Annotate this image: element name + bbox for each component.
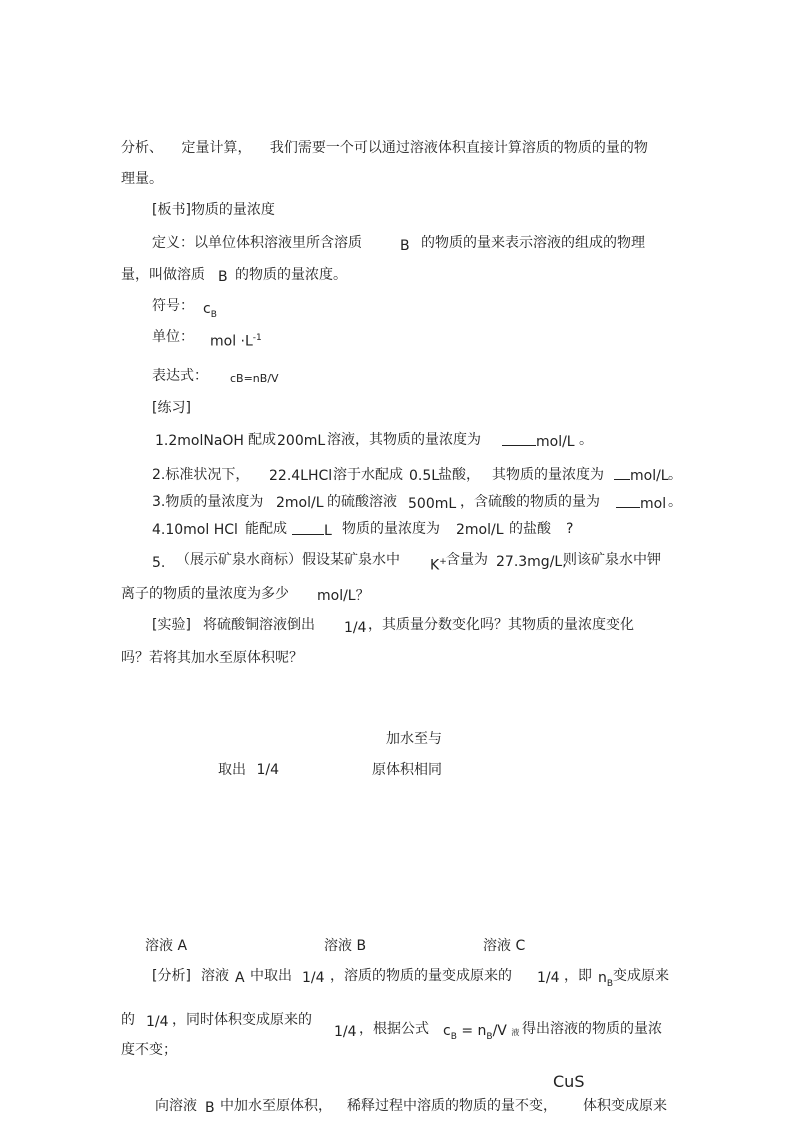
- unit-label: 单位：: [152, 329, 194, 345]
- q2-f: 其物质的量浓度为: [492, 467, 604, 483]
- q3-unit: mol: [640, 496, 667, 512]
- definition-text-b: B: [400, 238, 410, 254]
- symbol-main: c: [203, 301, 211, 317]
- experiment-d: 吗？若将其加水至原体积呢？: [121, 650, 303, 666]
- footer-b: B: [205, 1100, 215, 1116]
- diagram-add-water-1: 加水至与: [386, 731, 442, 747]
- expression-value: cB=nB/V: [230, 372, 279, 385]
- analysis-b: A: [235, 970, 245, 986]
- footer-c: 中加水至原体积，: [220, 1098, 332, 1114]
- q4-e: 2mol/L: [456, 522, 504, 538]
- formula-tiny: 液: [511, 1028, 520, 1037]
- intro-line-1: [121, 139, 648, 157]
- analysis-a: 溶液: [201, 968, 229, 984]
- q3-blank: [616, 495, 640, 508]
- take-out-frac: 1/4: [256, 762, 279, 778]
- definition-text-a: 定义：以单位体积溶液里所含溶质: [152, 235, 362, 251]
- analysis-h: [598, 969, 613, 993]
- q1-b: 配成: [248, 432, 276, 448]
- q2-a: 2.标准状况下，: [152, 467, 250, 483]
- q1-blank: [502, 433, 536, 446]
- q3-a: 3.物质的量浓度为: [152, 494, 264, 510]
- q5-c: [430, 553, 447, 575]
- analysis-r: 得出溶液的物质的量浓: [522, 1021, 662, 1037]
- analysis-l: ，同时体积变成原来的: [172, 1012, 312, 1028]
- solution-b-label: [324, 937, 366, 955]
- q5-f: 则该矿泉水中钾: [563, 552, 661, 568]
- formula-c-sub: B: [450, 1031, 457, 1042]
- q2-e: 盐酸，: [438, 467, 480, 483]
- analysis-n: ，根据公式: [359, 1021, 429, 1037]
- q5-h: mol/L？: [317, 588, 370, 604]
- solution-a-text: 溶液: [145, 938, 173, 954]
- q1-f: 。: [579, 432, 593, 448]
- analysis-i: 变成原来: [613, 968, 669, 984]
- definition-text-c: 的物质的量来表示溶液的组成的物理: [421, 235, 645, 251]
- q4-a: 4.10mol HCl: [152, 522, 238, 538]
- footer-cus: CuS: [553, 1072, 585, 1091]
- symbol-sub: B: [210, 309, 217, 320]
- analysis-s: 度不变；: [121, 1042, 177, 1058]
- q3-e: ，含硫酸的物质的量为: [460, 494, 600, 510]
- q5-b: （展示矿泉水商标）假设某矿泉水中: [176, 552, 400, 568]
- q2-blank: [614, 467, 630, 480]
- take-out-text: 取出: [218, 762, 246, 778]
- analysis-c: 中取出: [250, 968, 292, 984]
- formula-n: = n: [461, 1023, 487, 1039]
- solution-b-text: 溶液: [324, 938, 352, 954]
- q4-unit: L: [324, 523, 332, 539]
- symbol-value: [203, 300, 217, 324]
- experiment-label: [实验]: [152, 617, 191, 633]
- footer-a: 向溶液: [155, 1098, 197, 1114]
- analysis-d: 1/4: [302, 970, 325, 986]
- q4-b: 能配成: [245, 521, 287, 537]
- solution-a-letter: A: [177, 938, 188, 954]
- solution-a-label: [145, 937, 187, 955]
- q3-b: 2mol/L: [276, 495, 324, 511]
- q2-d: 0.5L: [409, 468, 440, 484]
- q3-d: 500mL: [408, 496, 457, 512]
- q5-g: 离子的物质的量浓度为多少: [121, 586, 289, 602]
- solution-c-letter: C: [515, 938, 526, 954]
- footer-d: 稀释过程中溶质的物质的量不变，: [347, 1098, 557, 1114]
- formula-c: c: [443, 1023, 451, 1039]
- formula-n-sub: B: [486, 1031, 493, 1042]
- q5-k: K: [430, 557, 440, 574]
- formula-v: /V: [492, 1023, 507, 1039]
- q2-b: 22.4LHCl: [269, 468, 333, 484]
- analysis-n: n: [598, 970, 607, 986]
- q2-unit: mol/L: [630, 468, 669, 484]
- board-heading: [152, 201, 275, 219]
- q5-d: 含量为: [446, 552, 488, 568]
- q1-d: 溶液，其物质的量浓度为: [327, 432, 481, 448]
- q4-f: 的盐酸: [509, 521, 551, 537]
- analysis-g: ，即: [564, 968, 592, 984]
- analysis-f: 1/4: [537, 970, 560, 986]
- unit-sup: -1: [252, 333, 262, 343]
- analysis-n-sub: B: [606, 978, 614, 989]
- analysis-k: 1/4: [146, 1014, 169, 1030]
- q3-g: 。: [668, 494, 682, 510]
- q2-h: 。: [668, 467, 682, 483]
- intro-text-b: 定量计算，: [181, 140, 252, 156]
- solution-b-letter: B: [356, 938, 367, 954]
- board-label: [板书]: [152, 202, 191, 218]
- analysis-formula: [443, 1022, 519, 1046]
- experiment-b: 1/4: [344, 620, 367, 636]
- q1-c: 200mL: [277, 433, 326, 449]
- definition-text-f: 的物质的量浓度。: [235, 267, 347, 283]
- q4-d: 物质的量浓度为: [342, 521, 440, 537]
- q1-answer: [502, 433, 575, 451]
- q5-e: 27.3mg/L,: [496, 554, 567, 570]
- analysis-m: 1/4: [334, 1024, 357, 1040]
- diagram-add-water-2: 原体积相同: [372, 762, 442, 778]
- solution-c-label: [483, 937, 525, 955]
- symbol-label: 符号：: [152, 298, 194, 314]
- q4-blank: [292, 522, 324, 535]
- practice-label: [练习]: [152, 400, 191, 416]
- definition-text-d: 量，叫做溶质: [121, 267, 205, 283]
- q4-g: ?: [566, 521, 574, 537]
- footer-e: 体积变成原来: [583, 1098, 667, 1114]
- intro-text-a: 分析、: [121, 140, 163, 156]
- q3-answer: [616, 495, 666, 513]
- intro-text-c: 我们需要一个可以通过溶液体积直接计算溶质的物质的量的物: [269, 140, 648, 156]
- q5-k-sup: +: [439, 557, 447, 567]
- q1-a: 1.2molNaOH: [155, 433, 244, 449]
- q5-a: 5.: [152, 555, 166, 571]
- intro-line-2: 理量。: [121, 171, 163, 187]
- board-title: 物质的量浓度: [190, 202, 275, 218]
- q1-unit: mol/L: [536, 434, 575, 450]
- definition-text-e: B: [218, 269, 228, 285]
- solution-c-text: 溶液: [483, 938, 511, 954]
- experiment-c: ，其质量分数变化吗？其物质的量浓度变化: [368, 617, 634, 633]
- q4-answer: [292, 522, 332, 540]
- analysis-label: [分析]: [152, 968, 191, 984]
- unit-value: [210, 329, 262, 351]
- experiment-a: 将硫酸铜溶液倒出: [203, 617, 315, 633]
- analysis-e: ，溶质的物质的量变成原来的: [330, 968, 512, 984]
- q2-c: 溶于水配成: [333, 467, 403, 483]
- q3-c: 的硫酸溶液: [327, 494, 397, 510]
- expression-label: 表达式：: [152, 368, 208, 384]
- analysis-j: 的: [121, 1012, 135, 1028]
- diagram-take-out: [218, 761, 279, 779]
- unit-text: mol ·L: [210, 333, 253, 350]
- q2-answer: [614, 467, 669, 485]
